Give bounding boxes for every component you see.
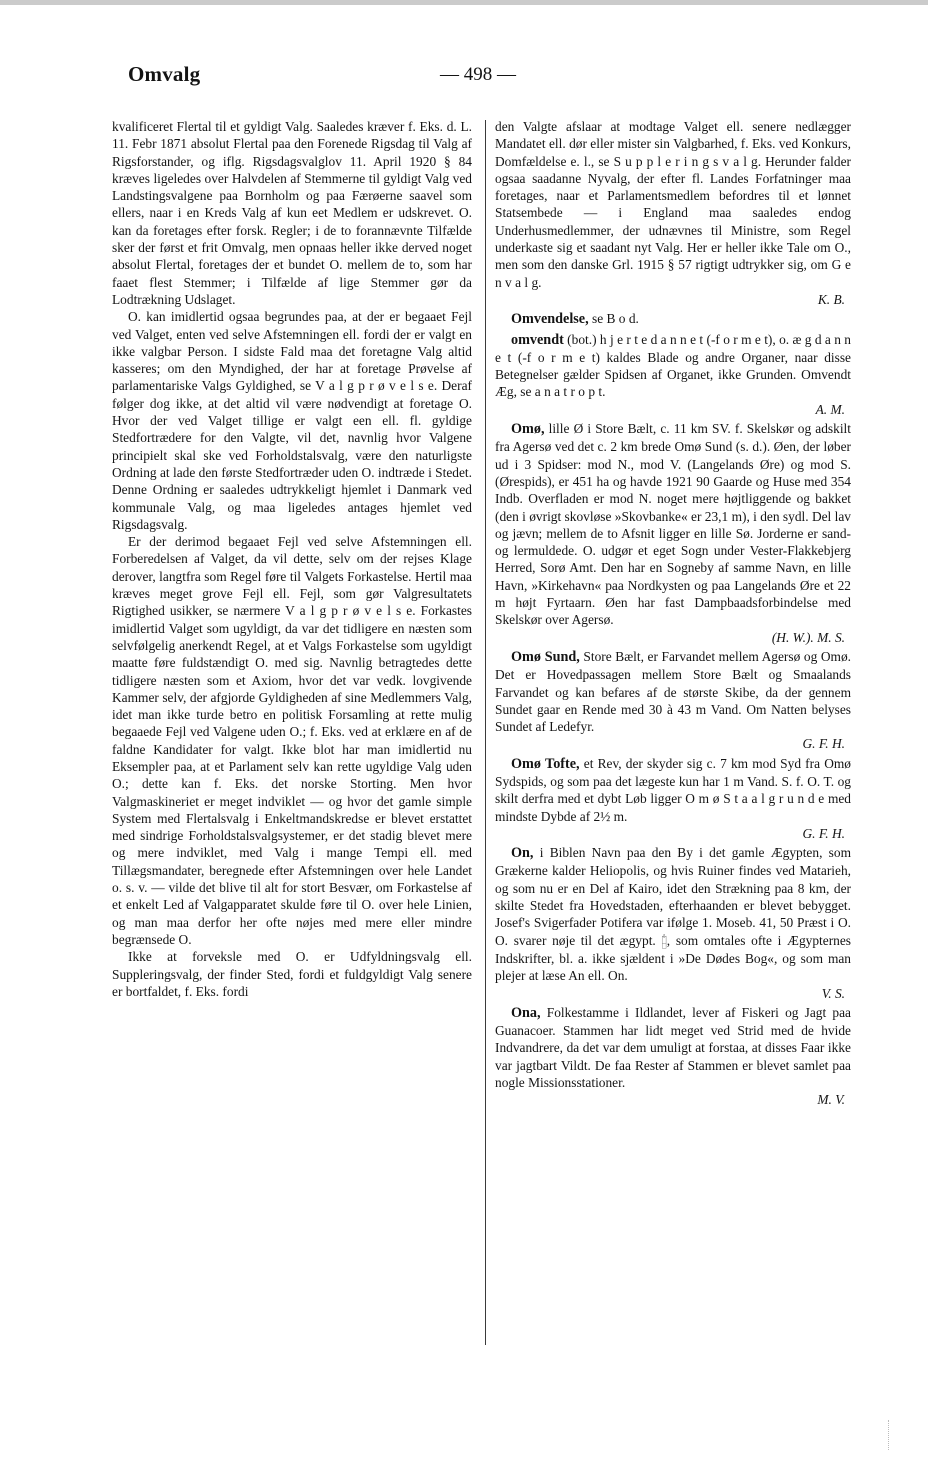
entry-headword: Omø Tofte, <box>511 755 580 772</box>
paragraph: kvalificeret Flertal til et gyldigt Valg. Saaledes kræver f. Eks. d. L. 11. Febr 1871 absolut Flertal paa den Forenede Rigsdag til Valg af Rigsforstander, og iflg. Rigsdagsvalglov 11. April 1920 § 84 kræves ligeledes over Halvdelen af Stemmerne til gyldigt Valg ved Landstingsvalgene paa Bornholm og paa Færøerne saavel som ellers, naar i en Kreds Valg af kun eet Medlem er udskrevet. O. kan da foretages efter forsk. Regler; i de to forannævnte Tilfælde sker der først et frit Omvalg, men opnaas heller ikke derved noget absolut Flertal, foretages der et bundet O. mellem de to, som har faaet flest Stemmer; i Tilfælde af lige Stemmer gør da Lodtrækning Udslaget. <box>112 119 472 307</box>
paragraph: O. kan imidlertid ogsaa begrundes paa, at der er begaaet Fejl ved Valget, enten ved selve Afstemningen ell. fordi der er valgt en ikke valgbar Person. I sidste Fald maa det foretagne Valg altid kasseres; om den Myndighed, der har at foretage Prøvelse af parlamentariske Valgs Gyldighed, se V a l g p r ø v e l s e. Deraf følger dog ikke, at det altid vil være nødvendigt at foretage O. Hvor der ved Valget tillige er valgt een ell. fl. gyldige Stedfortrædere for den Valgte, vil det, navnlig hvor Valgene principielt skal ske ved Forholdstalsvalg, være den naturligste Ordning at lade den første Stedfortræder uden O. indtræde i Stedet. Denne Ordning er saaledes udtrykkeligt hjemlet i Danmark ved kommunale Valg, og maa ligeledes antages hjemlet ved Rigsdagsvalg. <box>112 309 472 532</box>
entry-ona <box>495 1004 851 1091</box>
entry-omo-tofte <box>495 755 851 825</box>
entry-text: se B o d. <box>588 311 639 327</box>
entry-headword: omvendt <box>511 331 564 348</box>
entry-text: Store Bælt, er Farvandet mellem Agersø og Omø. Det er Hovedpassagen mellem Store Bælt og Smaalands Farvandet og kan befares af de største Skibe, da der gennem Sundet gaar en Rende med 30 à 43 m Vand. Om Natten belyses Sundet af Ledefyr. <box>495 648 851 735</box>
right-column <box>495 118 851 1358</box>
scan-top-edge <box>0 0 928 5</box>
author-signature: G. F. H. <box>802 825 845 841</box>
entry-text: et Rev, der skyder sig c. 7 km mod Syd fra Omø Sydspids, og som paa det lægeste kun har 1 m Vand. S. f. O. T. og skilt derfra med et dybt Løb ligger O m ø S t a a l g r u n d e med mindste Dybde af 2½ m. <box>495 755 851 824</box>
entry-headword: Omvendelse, <box>511 311 589 328</box>
running-head-word: Omvalg <box>128 62 201 86</box>
entry-text: (bot.) h j e r t e d a n n e t (-f o r m e t), o. æ g d a n n e t (-f o r m e t) kaldes Blade og andre Organer, naar disse Betegnelser gælder Spidsen af Organet, ikke Grunden. Omvendt Æg, se a n a t r o p t. <box>495 331 851 400</box>
left-column <box>112 118 472 1358</box>
scan-margin-artifact <box>888 1420 891 1450</box>
entry-omo-sund <box>495 648 851 735</box>
entry-on <box>495 844 851 984</box>
entry-text: , som omtales ofte i Ægypternes Indskrifter, bl. a. ikke sjældent i »De Dødes Bog«, og som man plejer at læse An ell. On. <box>495 932 851 984</box>
entry-headword: Ona, <box>511 1004 541 1021</box>
author-signature: G. F. H. <box>802 736 845 752</box>
paragraph: Er der derimod begaaet Fejl ved selve Afstemningen ell. Forberedelsen af Valget, da vil dette, selv om der rejses Klage derover, langtfra som Regel føre til Valgets Forkastelse. Hertil maa kræves meget grove Fejl ell. Fejl, som gør Valgresultatets Rigtighed usikker, se nærmere V a l g p r ø v e l s e. Forkastes imidlertid Valget som ugyldigt, da var det tidligere en næsten som selvfølgelig anerkendt Regel, at et Valgs Forkastelse som ugyldigt maatte føre fuldstændigt O. med sig. Navnlig betragtedes dette tidligere næsten som et Axiom, hvor det var vedk. lovgivende Kammer selv, der afgjorde Gyldigheden af sine Medlemmers Valg, idet man ikke turde betro en politisk Forsamling at rette mulig begaaede Fejl ved Valgene uden O.; f. Eks. ved at erklære en af de faldne Kandidater for valgt. Ikke blot har man imidlertid nu Eksempler paa, at et Parlament selv kan rette ugyldige Valg uden O.; dette kan f. Eks. det norske Storting. Men hvor Valgmaskineriet er meget indviklet — og hvor det gamle simple System med Flertalsvalg i Enkeltmandskredse er blevet erstattet med sindrige Forholdstalsvalgsystemer, er det stadig blevet mere og mere indviklet, med Valg i mange Tempi ell. med Tillægsmandater, beregnede efter Afstemningen over hele Landet o. s. v. — vilde det blive til alt for stort Besvær, om Forkastelse af et enkelt Led af Valgapparatet skulde føre til O. over hele Linien, og man maa derfor her ofte nøjes med mere eller mindre begrænsede O. <box>112 534 472 947</box>
page-number: — 498 — <box>440 64 516 85</box>
entry-text: lille Ø i Store Bælt, c. 11 km SV. f. Skelskør og adskilt fra Agersø ved det c. 2 km brede Omø Sund (s. d.). Øen, der løber ud i 3 Spidser: mod N., mod V. (Langelands Øre) og mod S. (Ørespids), er 451 ha og havde 1921 90 Gaarde og Huse med 354 Indb. Overfladen er mod N. noget mere højtliggende og bakket (den i øvrigt skovløse »Skovbanke« er 23,1 m), i den sydl. Del lav og jævn; mellem de to Afsnit ligger en lille Sø. Jorderne er sand- og lermuldede. O. udgør et eget Sogn under Vester-Flakkebjerg Herred, Sorø Amt. Den har en Sogneby af samme Navn, en lille Havn, »Kirkehavn« paa Nordkysten og paa Langelands Øre et 22 m højt Fyrtaarn. Øen har fast Dampbaadsforbindelse med Skelskør over Agersø. <box>495 421 851 628</box>
paragraph: Ikke at forveksle med O. er Udfyldningsvalg ell. Suppleringsvalg, der finder Sted, fordi et fuldgyldigt Valg senere er bortfaldet, f. Eks. fordi <box>112 949 472 999</box>
entry-omvendt <box>495 331 851 401</box>
paragraph: den Valgte afslaar at modtage Valget ell. senere nedlægger Mandatet ell. dør eller mister sin Valgbarhed, f. Eks. ved Konkurs, Domfældelse e. l., se S u p p l e r i n g s v a l g. Herunder falder ogsaa saadanne Nyvalg, der efter fl. Landes Forfatninger maa foretages, naar et Parlamentsmedlem befordres til et lønnet Statsembede — i England maa saaledes endog Underhusmedlemmer, der udnævnes til Ministre, som Regel underkaste sig et saadant nyt Valg. Her er heller ikke Tale om O., men som den danske Grl. 1915 § 57 rigtigt udtrykker sig, om G e n v a l g. <box>495 119 851 290</box>
entry-headword: Omø, <box>511 421 545 438</box>
author-signature: K. B. <box>817 291 845 307</box>
author-signature: V. S. <box>821 985 845 1001</box>
page-header <box>110 62 830 92</box>
entry-omvendelse <box>495 310 851 328</box>
column-divider <box>485 120 486 1345</box>
hieroglyph-icon: 𓉺 <box>661 933 667 949</box>
author-signature: M. V. <box>817 1092 845 1108</box>
entry-headword: Omø Sund, <box>511 648 580 665</box>
entry-text: Folkestamme i Ildlandet, lever af Fiskeri og Jagt paa Guanacoer. Stammen har lidt meget ved Strid med de hvide Indvandrere, da det var dem umuligt at forstaa, at disses Faar ikke var jagtbart Vildt. De faa Rester af Stammen er blevet samlet paa nogle Missionsstationer. <box>495 1004 851 1091</box>
author-signature: (H. W.). M. S. <box>771 629 845 645</box>
entry-text: i Biblen Navn paa den By i det gamle Ægypten, som Grækerne kalder Heliopolis, og hvis Ruiner findes ved Matarieh, og som nu er en Del af Kairo, idet den Strækning paa 8 km, der skilte Stedet fra Hovedstaden, efterhaanden er blevet bebygget. Josef's Svigerfader Potifera var ifølge 1. Moseb. 41, 50 Præst i O. O. svarer nøje til det ægypt. <box>495 845 851 948</box>
author-signature: A. M. <box>815 401 845 417</box>
entry-omo <box>495 420 851 629</box>
entry-headword: On, <box>511 845 534 862</box>
